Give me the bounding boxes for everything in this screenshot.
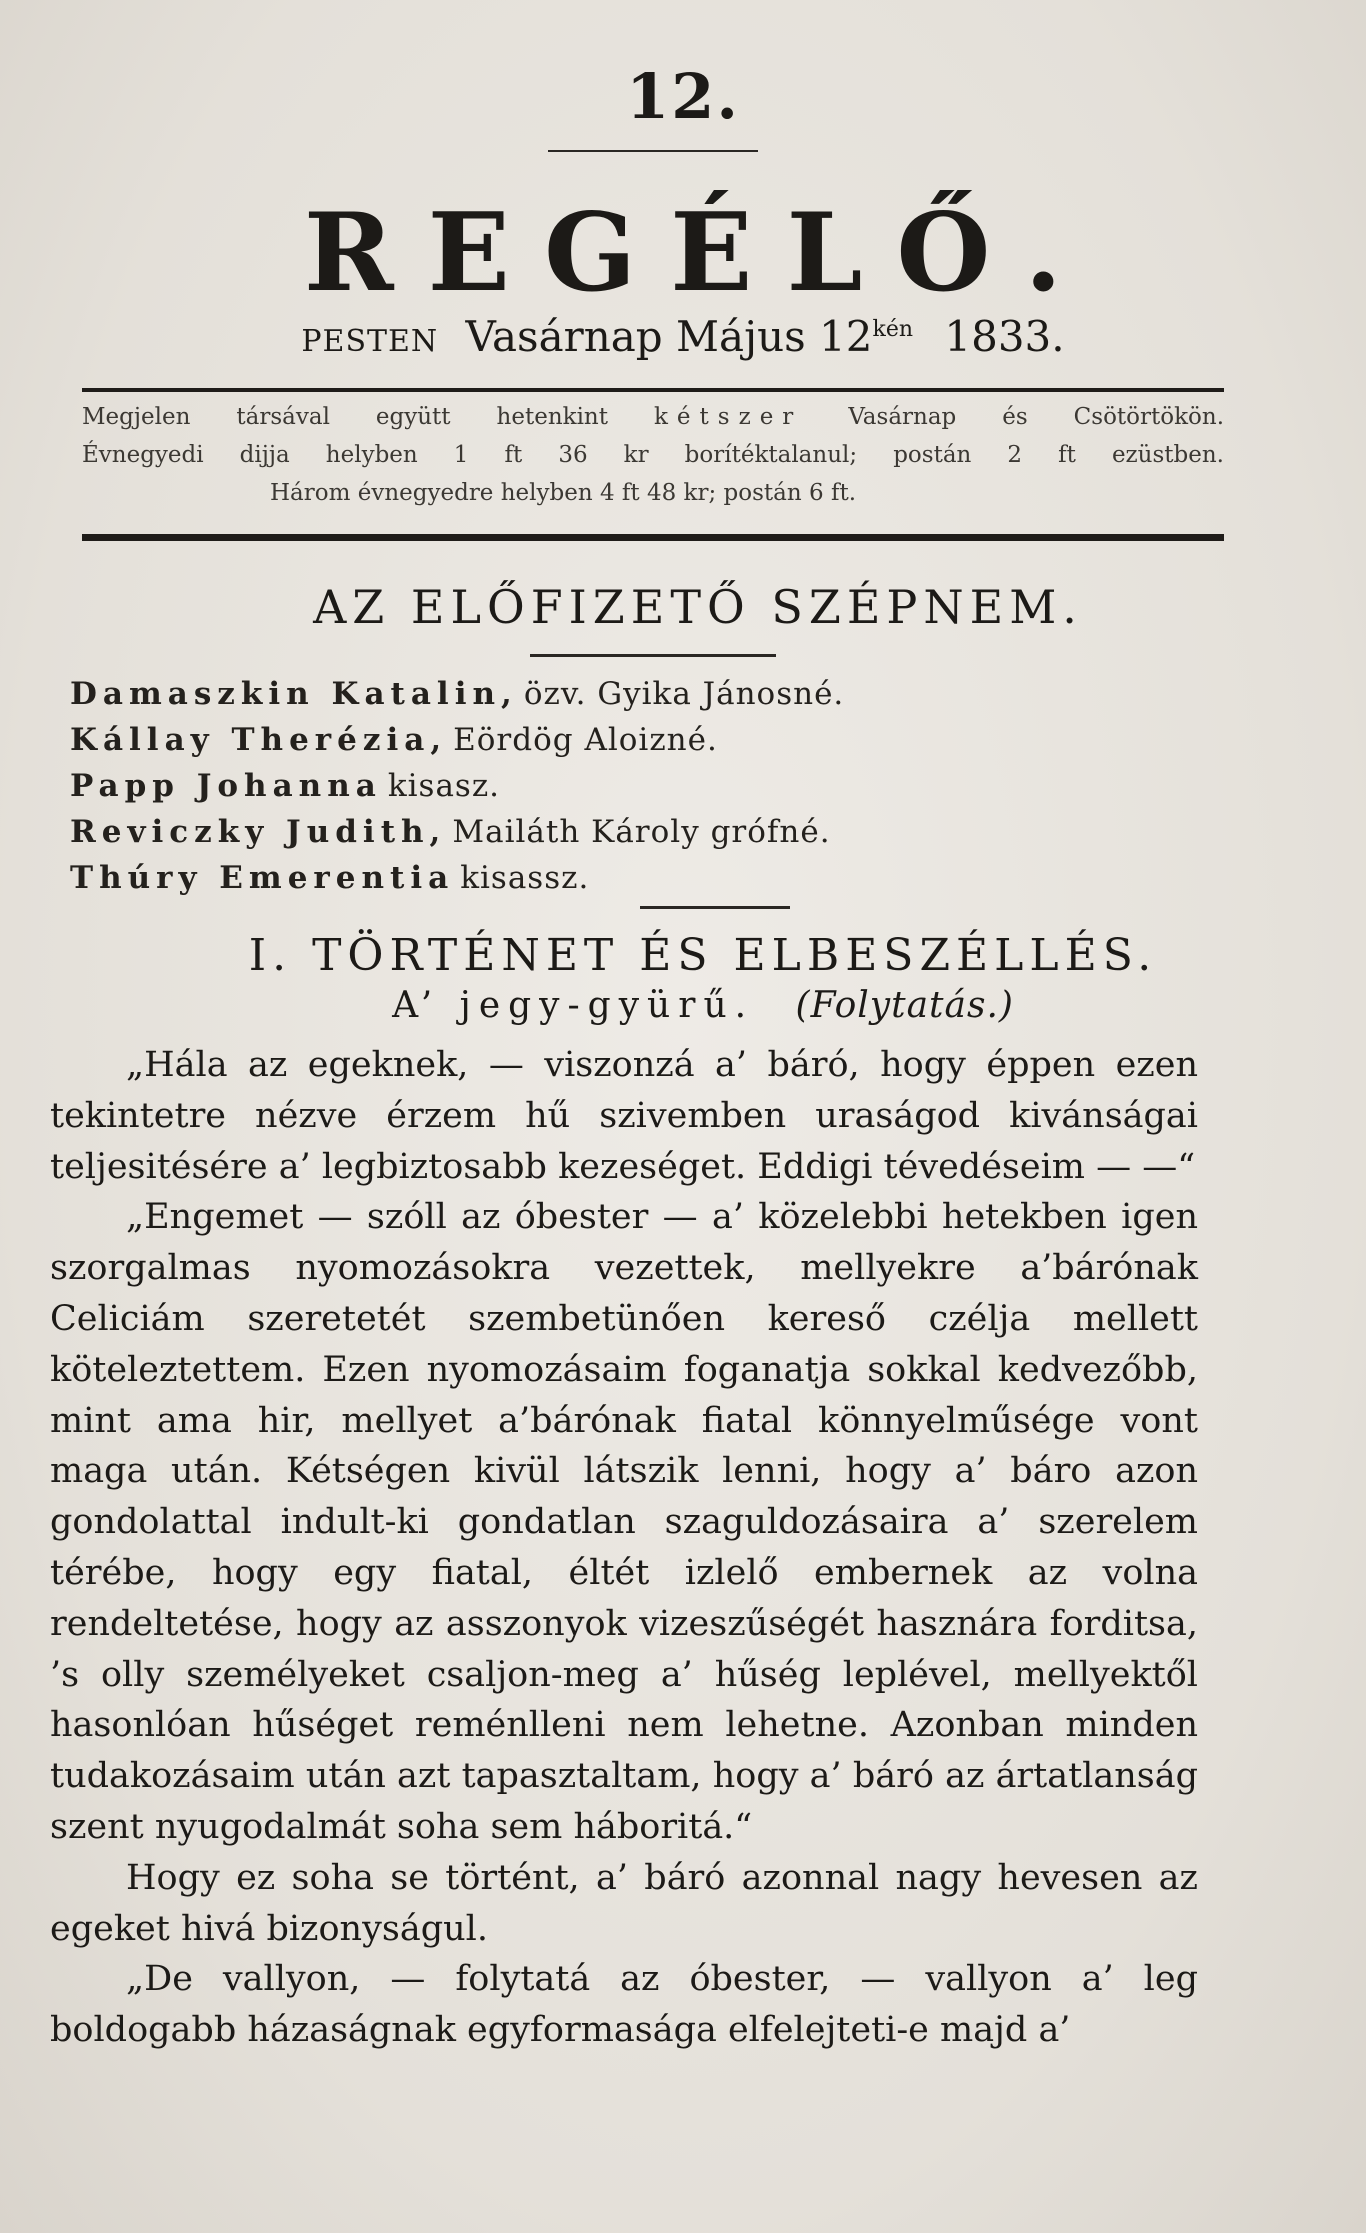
subscriber-item: [70, 860, 844, 906]
subscriber-detail: Mailáth Károly grófné.: [452, 814, 831, 850]
subscriber-name: Reviczky Judith,: [70, 814, 447, 850]
subscription-days: Vasárnap és Csötörtökön.: [848, 404, 1225, 430]
subscriber-name: Papp Johanna: [70, 768, 382, 804]
dateline-day: Vasárnap Május 12: [465, 312, 873, 361]
list-end-rule: [640, 906, 790, 909]
subscriber-name: Damaszkin Katalin,: [70, 676, 518, 712]
story-paragraph: „De vallyon, — folytatá az óbester, — vallyon a’ leg boldogabb házaságnak egyformasága elfelejteti-e majd a’: [50, 1959, 1198, 2051]
masthead-title: REGÉLŐ.: [303, 190, 1097, 316]
subscriber-detail: Eördög Aloizné.: [453, 722, 718, 758]
subscription-line-1: [82, 404, 1224, 430]
story-body: [50, 1040, 1198, 2056]
subscriber-detail: kisasz.: [387, 768, 501, 804]
issue-number: 12.: [626, 60, 740, 133]
subscribers-heading: AZ ELŐFIZETŐ SZÉPNEM.: [313, 580, 1083, 634]
section-rule: [82, 534, 1224, 541]
story-continuation: (Folytatás.): [795, 985, 1014, 1026]
dateline-place: PESTEN: [301, 324, 439, 359]
dateline: [0, 312, 1366, 361]
subscription-text-a: Megjelen társával együtt hetenkint: [82, 404, 608, 430]
story-paragraph: „Hála az egeknek, — viszonzá a’ báró, hogy éppen ezen tekintetre nézve érzem hű szivemben uraságod kivánságai teljesitésére a’ legbiztosabb kezeséget. Eddigi tévedéseim — —“: [50, 1045, 1198, 1187]
subscriber-name: Kállay Therézia,: [70, 722, 448, 758]
subscriber-item: [70, 722, 844, 768]
subscriber-item: [70, 676, 844, 722]
story-title-text: A’ jegy-gyürű.: [392, 985, 755, 1026]
subscribers-rule: [530, 654, 776, 657]
dateline-date: [466, 312, 914, 361]
subscriber-item: [70, 768, 844, 814]
story-title: [0, 985, 1366, 1026]
story-section-heading: I. TÖRTÉNET ÉS ELBESZÉLLÉS.: [248, 930, 1158, 981]
subscriber-detail: özv. Gyika Jánosné.: [523, 676, 845, 712]
story-paragraph: Hogy ez soha se történt, a’ báró azonnal nagy hevesen az egeket hivá bizonyságul.: [50, 1857, 1198, 1949]
header-rule: [82, 388, 1224, 392]
subscription-frequency: kétszer: [653, 404, 803, 430]
subscription-line-2: Évnegyedi dijja helyben 1 ft 36 kr borítéktalanul; postán 2 ft ezüstben.: [82, 442, 1224, 468]
subscriber-item: [70, 814, 844, 860]
subscription-line-3: Három évnegyedre helyben 4 ft 48 kr; postán 6 ft.: [270, 480, 857, 506]
subscriber-name: Thúry Emerentia: [70, 860, 455, 896]
dateline-suffix: kén: [872, 317, 914, 342]
issue-rule: [548, 150, 758, 152]
subscriber-list: [70, 676, 844, 906]
dateline-year: 1833.: [944, 312, 1065, 361]
subscriber-detail: kisassz.: [460, 860, 590, 896]
story-paragraph: „Engemet — szóll az óbester — a’ közelebbi hetekben igen szorgalmas nyomozásokra vezettek, mellyekre a’bárónak Celiciám szeretetét szembetünően kereső czélja mellett köteleztettem. Ezen nyomozásaim foganatja sokkal kedvezőbb, mint ama hir, mellyet a’bárónak fiatal könnyelműsége vont maga után. Kétségen kivül látszik lenni, hogy a’ báro azon gondolattal indult-ki gondatlan szaguldozásaira a’ szerelem térébe, hogy egy fiatal, éltét izlelő embernek az volna rendeltetése, hogy az asszonyok vizeszűségét hasznára forditsa, ’s olly személyeket csaljon-meg a’ hűség leplével, mellyektől hasonlóan hűséget reménlleni nem lehetne. Azonban minden tudakozásaim után azt tapasztaltam, hogy a’ báró az ártatlanság szent nyugodalmát soha sem háboritá.“: [50, 1197, 1198, 1847]
